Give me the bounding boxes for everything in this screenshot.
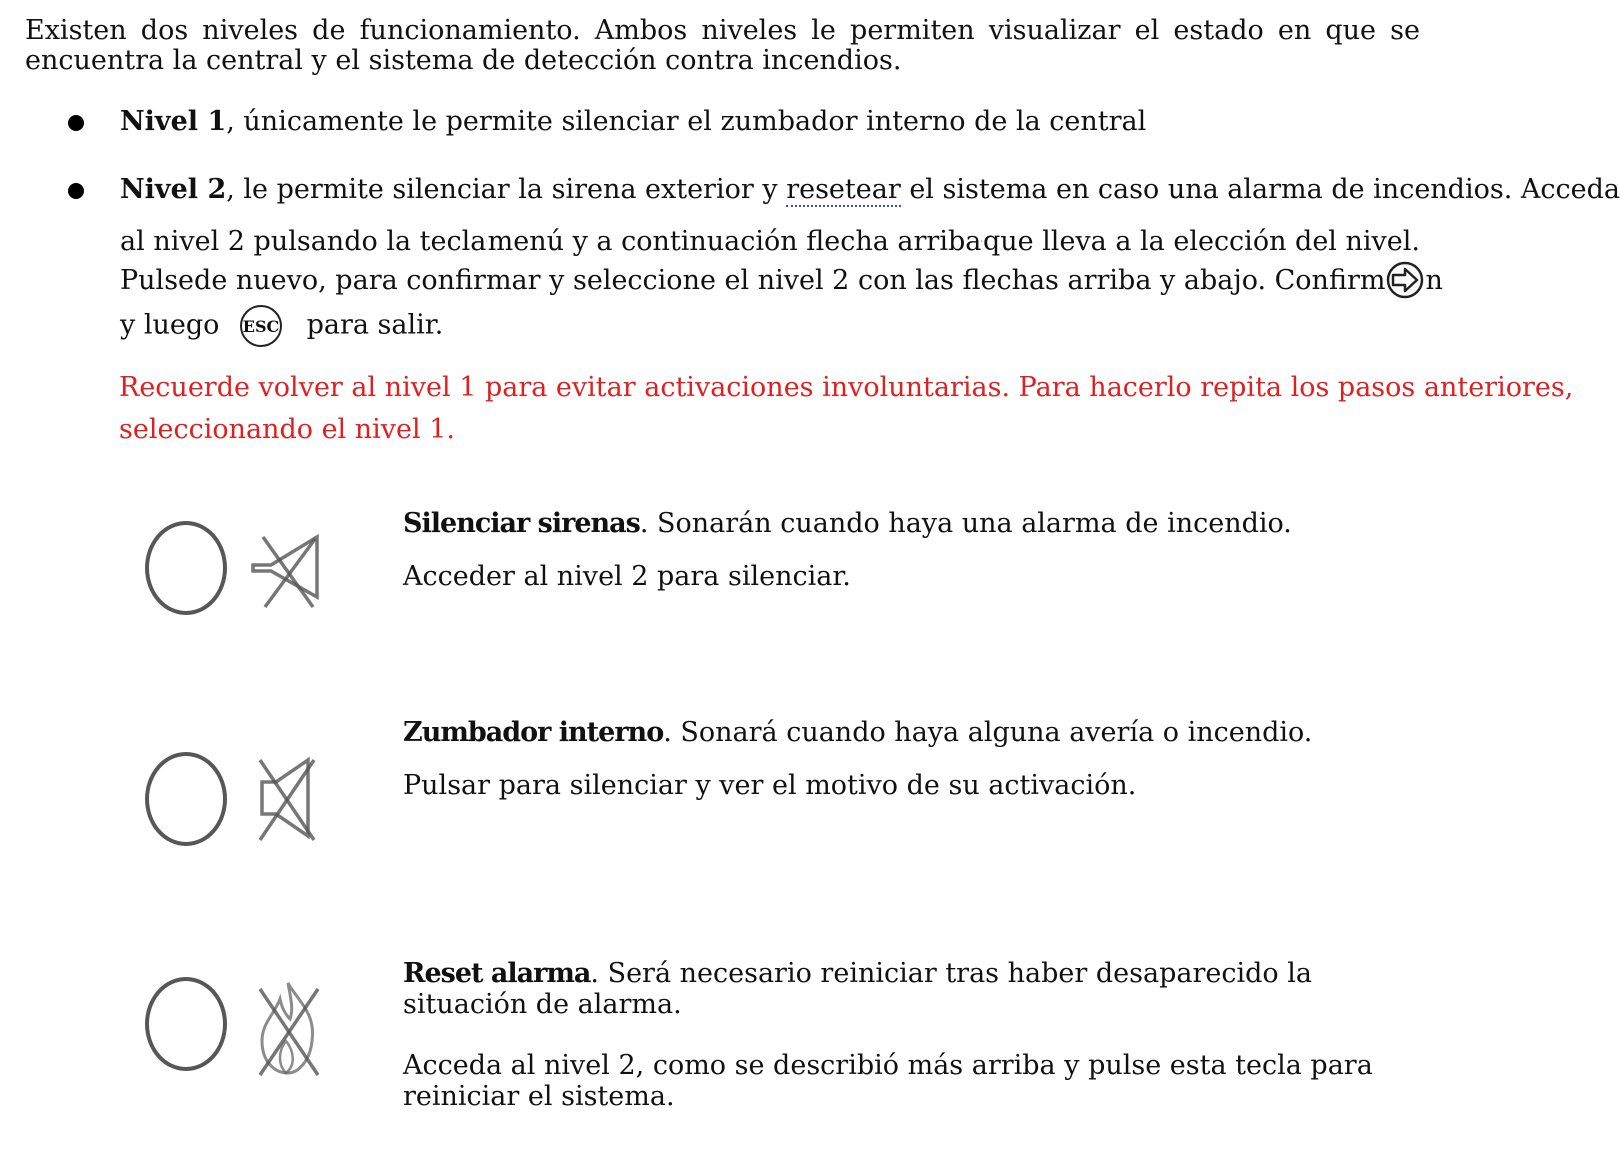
- reset-key-button[interactable]: [145, 977, 227, 1071]
- esc-key-label: ESC: [242, 317, 280, 336]
- fire-reset-icon: [250, 975, 326, 1081]
- level-2-text: al nivel 2 pulsando la tecla: [120, 225, 487, 257]
- sirens-description: [403, 508, 1292, 592]
- reset-description: [403, 958, 1373, 1112]
- level-2-text: y luego: [120, 309, 220, 341]
- bullet-dot: [68, 115, 84, 131]
- level-1-title: Nivel 1: [120, 106, 227, 137]
- sirens-key-button[interactable]: [145, 521, 227, 615]
- reminder-line-2: seleccionando el nivel 1.: [119, 414, 456, 445]
- level-1-text: , únicamente le permite silenciar el zumbador interno de la central: [226, 106, 1147, 137]
- buzzer-key-button[interactable]: [145, 752, 227, 846]
- buzzer-title: Zumbador interno: [403, 717, 664, 748]
- level-1-item: [120, 106, 1146, 137]
- reset-desc-2: situación de alarma.: [403, 989, 682, 1020]
- level-2-text: de nuevo, para confirmar y seleccione el nivel 2 con las flechas arriba y abajo. Confirm: [194, 264, 1386, 296]
- level-2-line-2: [120, 217, 1420, 265]
- buzzer-desc: . Sonará cuando haya alguna avería o incendio.: [663, 717, 1313, 748]
- reset-title: Reset alarma: [403, 958, 591, 989]
- level-2-line-3: [120, 260, 1443, 300]
- level-2-text: para salir.: [306, 309, 444, 341]
- reset-extra: Acceda al nivel 2, como se describió más arriba y pulse esta tecla para: [403, 1050, 1373, 1081]
- sirens-extra: Acceder al nivel 2 para silenciar.: [403, 561, 851, 592]
- level-2-line-1: [120, 174, 1620, 205]
- buzzer-extra: Pulsar para silenciar y ver el motivo de su activación.: [403, 770, 1137, 801]
- sirens-desc: . Sonarán cuando haya una alarma de incendio.: [639, 508, 1292, 539]
- level-2-text: , le permite silenciar la sirena exterior y: [226, 174, 787, 205]
- intro-paragraph: Existen dos niveles de funcionamiento. Ambos niveles le permiten visualizar el estado en que se encuentra la central y el sistema de detección contra incendios.: [25, 15, 1420, 76]
- menu-key-icon: [1385, 260, 1425, 300]
- level-2-text: que lleva a la elección del nivel.: [982, 225, 1420, 257]
- level-2-text: Pulse: [120, 264, 195, 296]
- reset-desc: . Será necesario reiniciar tras haber desaparecido la: [590, 958, 1312, 989]
- level-2-title: Nivel 2: [120, 174, 227, 205]
- bullet-dot: [68, 183, 84, 199]
- buzzer-muted-icon: [248, 752, 328, 844]
- level-2-line-4: [120, 303, 443, 349]
- level-2-text: el sistema en caso una alarma de incendios. Acceda: [900, 174, 1620, 205]
- reset-extra-2: reiniciar el sistema.: [403, 1081, 675, 1112]
- sirens-muted-icon: [245, 525, 329, 613]
- spellcheck-word: resetear: [786, 174, 901, 205]
- sirens-title: Silenciar sirenas: [403, 508, 640, 539]
- buzzer-description: [403, 717, 1312, 801]
- reminder-line-1: Recuerde volver al nivel 1 para evitar activaciones involuntarias. Para hacerlo repita los pasos anteriores,: [119, 372, 1574, 403]
- level-2-text: menú y a continuación flecha arriba: [487, 225, 982, 257]
- esc-key-icon: [238, 303, 284, 349]
- level-2-text: n: [1425, 264, 1443, 296]
- reminder-note: [119, 367, 1574, 451]
